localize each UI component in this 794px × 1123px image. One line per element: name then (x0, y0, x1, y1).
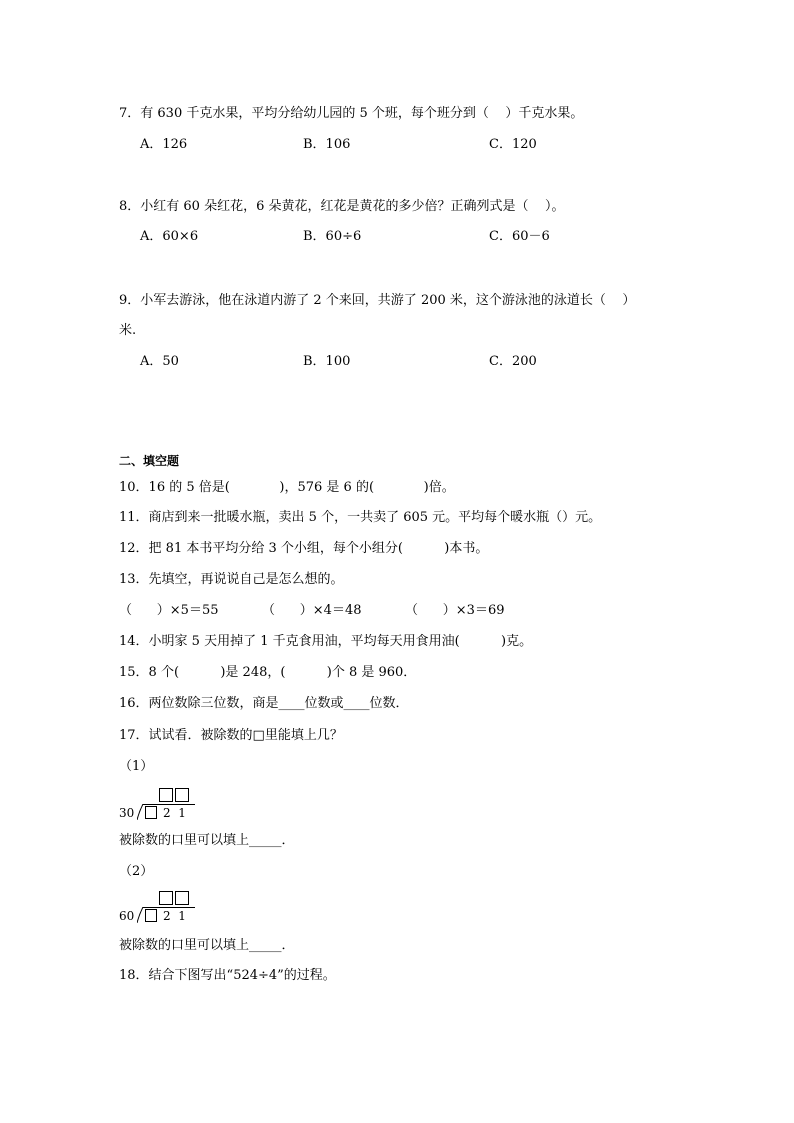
question-9-line2: 米. (119, 323, 137, 338)
q8-option-a: A．60×6 (140, 229, 199, 244)
division-bar (143, 907, 195, 908)
long-division-1 (119, 788, 209, 820)
dividend-box (145, 806, 157, 819)
quotient-box (159, 891, 173, 905)
dividend-digits: 2 1 (163, 909, 186, 923)
question-15: 15．8 个( )是 248，( )个 8 是 960． (119, 665, 417, 680)
divisor: 60 (119, 909, 135, 923)
question-10: 10．16 的 5 倍是( )，576 是 6 的( )倍。 (119, 480, 455, 495)
question-11: 11．商店到来一批暖水瓶，卖出 5 个，一共卖了 605 元。平均每个暖水瓶（）元。 (119, 510, 602, 525)
quotient-box (159, 788, 173, 802)
dividend-digits: 2 1 (163, 806, 186, 820)
q17-part-1-label: （1） (119, 759, 154, 774)
q17-part-2-answer: 被除数的口里可以填上_____． (119, 938, 295, 953)
q7-option-c: C．120 (489, 137, 537, 152)
q13-item-2: （ ）×4＝48 (262, 603, 362, 618)
question-8: 8．小红有 60 朵红花，6 朵黄花，红花是黄花的多少倍？正确列式是（ ）。 (119, 199, 565, 214)
division-bar (143, 804, 195, 805)
q17-part-2-label: （2） (119, 864, 154, 879)
quotient-box (175, 891, 189, 905)
long-division-2 (119, 891, 209, 923)
question-9-line1: 9．小军去游泳，他在泳道内游了 2 个来回，共游了 200 米，这个游泳池的泳道长（ ） (119, 293, 636, 308)
q13-item-3: （ ）×3＝69 (405, 603, 505, 618)
q9-option-b: B．100 (303, 354, 351, 369)
question-7: 7．有 630 千克水果，平均分给幼儿园的 5 个班，每个班分到（ ）千克水果。 (119, 106, 584, 121)
q8-option-c: C．60－6 (489, 229, 550, 244)
dividend-box (145, 909, 157, 922)
q8-option-b: B．60÷6 (303, 229, 362, 244)
question-12: 12．把 81 本书平均分给 3 个小组，每个小组分( )本书。 (119, 541, 489, 556)
q7-option-a: A．126 (140, 137, 188, 152)
q9-option-a: A．50 (140, 354, 179, 369)
quotient-box (175, 788, 189, 802)
q9-option-c: C．200 (489, 354, 537, 369)
q7-option-b: B．106 (303, 137, 351, 152)
section-title-fill-in: 二、填空题 (119, 454, 180, 468)
divisor: 30 (119, 806, 135, 820)
q17-part-1-answer: 被除数的口里可以填上_____． (119, 833, 295, 848)
question-13: 13．先填空，再说说自己是怎么想的。 (119, 572, 344, 587)
question-17: 17．试试看．被除数的□里能填上几？ (119, 728, 343, 743)
question-16: 16．两位数除三位数，商是____位数或____位数． (119, 696, 409, 711)
question-18: 18．结合下图写出“524÷4”的过程。 (119, 968, 336, 983)
question-14: 14．小明家 5 天用掉了 1 千克食用油，平均每天用食用油( )克。 (119, 634, 533, 649)
q13-item-1: （ ）×5＝55 (119, 603, 219, 618)
